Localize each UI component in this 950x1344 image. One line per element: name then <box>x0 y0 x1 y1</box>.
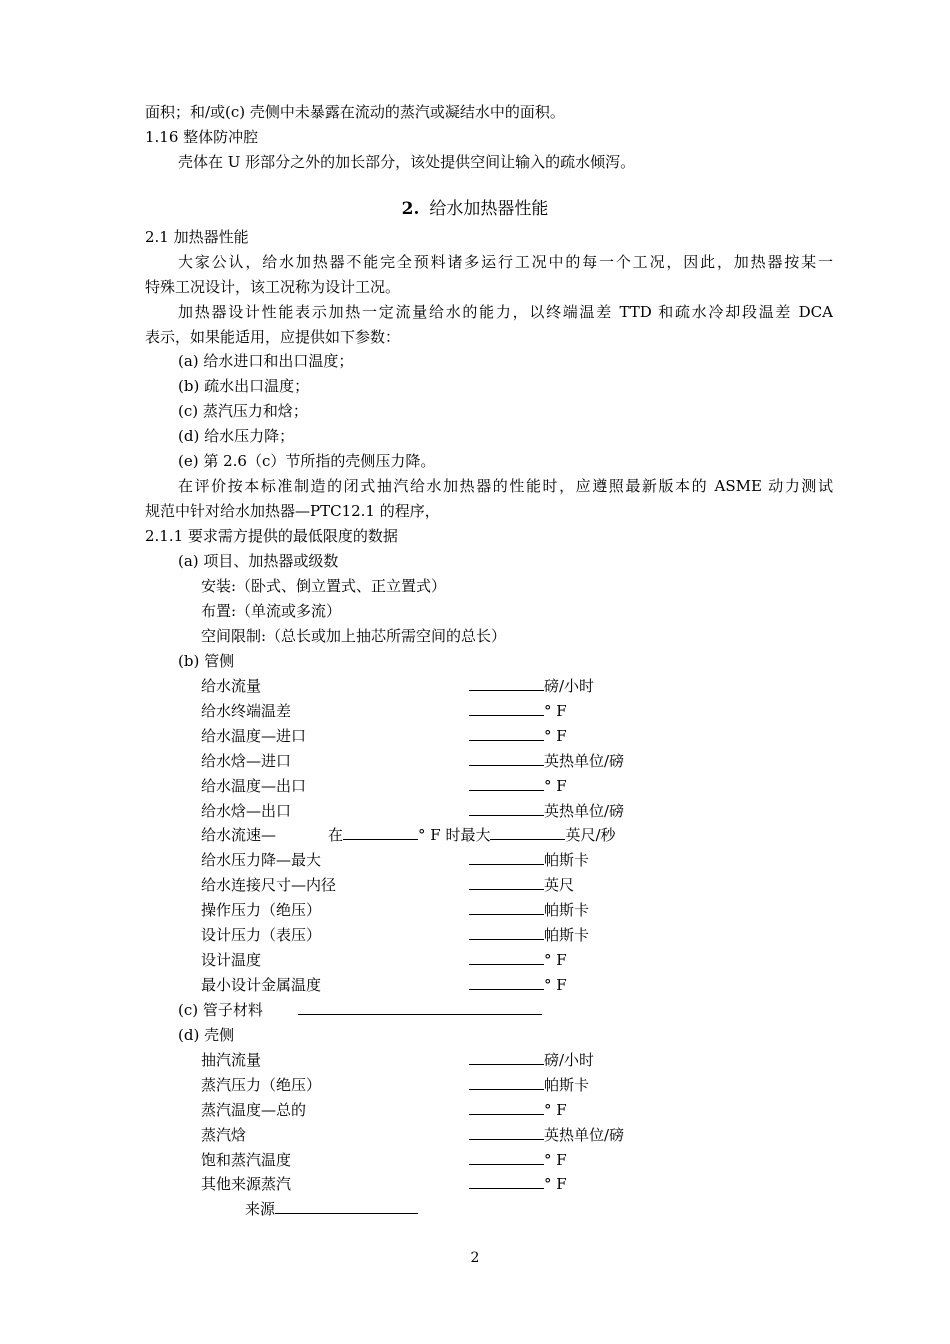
field-label: 给水焓—进口 <box>201 752 292 770</box>
param-item: (d) 给水压力降； <box>178 427 295 445</box>
field-unit: ° F <box>544 702 567 720</box>
field-row-blank <box>469 900 589 920</box>
item-a-arrangement: 布置:（单流或多流） <box>201 602 342 620</box>
field-row-blank <box>469 925 589 945</box>
field-unit: ° F <box>544 727 567 745</box>
field-unit: ° F <box>544 1175 567 1193</box>
field-unit: 英热单位/磅 <box>544 752 625 770</box>
field-unit: 英热单位/磅 <box>544 1126 625 1144</box>
fill-blank[interactable] <box>469 850 544 865</box>
field-label: 抽汽流量 <box>201 1051 262 1069</box>
field-unit: ° F <box>544 1151 567 1169</box>
paragraph-1-line-2: 特殊工况设计，该工况称为设计工况。 <box>145 278 401 296</box>
field-label: 蒸汽温度—总的 <box>201 1101 307 1119</box>
field-unit: 磅/小时 <box>544 1051 595 1069</box>
item-c-label: (c) 管子材料 <box>178 1001 263 1019</box>
velocity-unit: 英尺/秒 <box>565 826 616 844</box>
section-2-1-1-title: 2.1.1 要求需方提供的最低限度的数据 <box>145 527 398 545</box>
field-row-blank <box>469 801 624 821</box>
field-row-blank <box>469 726 567 746</box>
field-row-blank <box>469 1150 567 1170</box>
source-label: 来源 <box>245 1200 276 1218</box>
field-row-blank <box>469 1050 594 1070</box>
paragraph-3-line-1: 在评价按本标准制造的闭式抽汽给水加热器的性能时，应遵照最新版本的 ASME 动力测试 <box>178 477 833 495</box>
field-row-blank <box>469 676 594 696</box>
intro-line: 面积；和/或(c) 壳侧中未暴露在流动的蒸汽或凝结水中的面积。 <box>145 103 565 121</box>
field-row-blank <box>469 701 567 721</box>
field-row-blank <box>469 950 567 970</box>
fill-blank[interactable] <box>469 900 544 915</box>
field-unit: 帕斯卡 <box>544 926 590 944</box>
field-row-blank <box>469 875 574 895</box>
field-unit: ° F <box>544 951 567 969</box>
fill-blank[interactable] <box>469 801 544 816</box>
item-a-label: (a) 项目、加热器或级数 <box>178 552 339 570</box>
velocity-row <box>328 825 616 845</box>
field-unit: 英尺 <box>544 876 575 894</box>
field-label: 蒸汽压力（绝压） <box>201 1076 322 1094</box>
tube-material-row <box>298 1000 542 1020</box>
fill-blank[interactable] <box>469 1150 544 1165</box>
field-label: 给水终端温差 <box>201 702 292 720</box>
item-a-installation: 安装:（卧式、倒立置式、正立置式） <box>201 577 447 595</box>
paragraph-2-line-1: 加热器设计性能表示加热一定流量给水的能力，以终端温差 TTD 和疏水冷却段温差 DCA <box>178 303 833 321</box>
field-row-blank <box>469 1100 567 1120</box>
fill-blank[interactable] <box>469 701 544 716</box>
field-unit: 磅/小时 <box>544 677 595 695</box>
fill-blank[interactable] <box>469 875 544 890</box>
field-label: 设计温度 <box>201 951 262 969</box>
field-row-blank <box>469 975 567 995</box>
field-label: 操作压力（绝压） <box>201 901 322 919</box>
param-item: (a) 给水进口和出口温度； <box>178 352 354 370</box>
field-row-blank <box>469 1174 567 1194</box>
field-row-blank <box>469 850 589 870</box>
fill-blank[interactable] <box>469 676 544 691</box>
source-row <box>245 1199 418 1219</box>
field-label: 给水连接尺寸—内径 <box>201 876 337 894</box>
field-label: 其他来源蒸汽 <box>201 1175 292 1193</box>
velocity-at: 在 <box>328 826 344 844</box>
field-unit: ° F <box>544 1101 567 1119</box>
item-b-label: (b) 管侧 <box>178 652 235 670</box>
tube-material-blank[interactable] <box>298 1000 542 1015</box>
field-row-blank <box>469 751 624 771</box>
fill-blank[interactable] <box>343 825 418 840</box>
param-item: (b) 疏水出口温度； <box>178 377 310 395</box>
field-unit: 英热单位/磅 <box>544 802 625 820</box>
field-label: 给水焓—出口 <box>201 802 292 820</box>
fill-blank[interactable] <box>469 751 544 766</box>
fill-blank[interactable] <box>469 776 544 791</box>
field-label: 给水温度—出口 <box>201 777 307 795</box>
field-unit: 帕斯卡 <box>544 901 590 919</box>
fill-blank[interactable] <box>490 825 565 840</box>
field-row-blank <box>469 1125 624 1145</box>
fill-blank[interactable] <box>469 1050 544 1065</box>
fill-blank[interactable] <box>469 1100 544 1115</box>
fill-blank[interactable] <box>469 975 544 990</box>
source-blank[interactable] <box>275 1199 418 1214</box>
item-d-label: (d) 壳侧 <box>178 1026 235 1044</box>
section-2-number: 2. <box>401 199 420 219</box>
field-label: 饱和蒸汽温度 <box>201 1151 292 1169</box>
section-2-title: 给水加热器性能 <box>429 199 549 219</box>
paragraph-2-line-2: 表示，如果能适用，应提供如下参数： <box>145 328 401 346</box>
velocity-label: 给水流速— <box>201 826 277 844</box>
field-label: 蒸汽焓 <box>201 1126 247 1144</box>
field-label: 最小设计金属温度 <box>201 976 322 994</box>
section-2-heading <box>0 199 950 219</box>
field-unit: 帕斯卡 <box>544 851 590 869</box>
param-item: (e) 第 2.6（c）节所指的壳侧压力降。 <box>178 452 436 470</box>
field-row-blank <box>469 776 567 796</box>
fill-blank[interactable] <box>469 1075 544 1090</box>
fill-blank[interactable] <box>469 925 544 940</box>
field-row-blank <box>469 1075 589 1095</box>
param-item: (c) 蒸汽压力和焓； <box>178 402 308 420</box>
field-unit: ° F <box>544 777 567 795</box>
fill-blank[interactable] <box>469 1174 544 1189</box>
field-label: 给水温度—进口 <box>201 727 307 745</box>
paragraph-1-line-1: 大家公认，给水加热器不能完全预料诸多运行工况中的每一个工况，因此，加热器按某一 <box>178 253 833 271</box>
field-label: 设计压力（表压） <box>201 926 322 944</box>
page-number: 2 <box>470 1250 480 1266</box>
velocity-deg: ° F 时最大 <box>418 826 491 844</box>
section-1-16-title: 1.16 整体防冲腔 <box>145 128 259 146</box>
field-label: 给水流量 <box>201 677 262 695</box>
fill-blank[interactable] <box>469 1125 544 1140</box>
fill-blank[interactable] <box>469 726 544 741</box>
field-unit: 帕斯卡 <box>544 1076 590 1094</box>
item-a-space-limit: 空间限制:（总长或加上抽芯所需空间的总长） <box>201 627 507 645</box>
paragraph-3-line-2: 规范中针对给水加热器—PTC12.1 的程序， <box>145 502 440 520</box>
field-unit: ° F <box>544 976 567 994</box>
field-label: 给水压力降—最大 <box>201 851 322 869</box>
section-1-16-text: 壳体在 U 形部分之外的加长部分，该处提供空间让输入的疏水倾泻。 <box>178 153 636 171</box>
section-2-1-title: 2.1 加热器性能 <box>145 228 249 246</box>
fill-blank[interactable] <box>469 950 544 965</box>
